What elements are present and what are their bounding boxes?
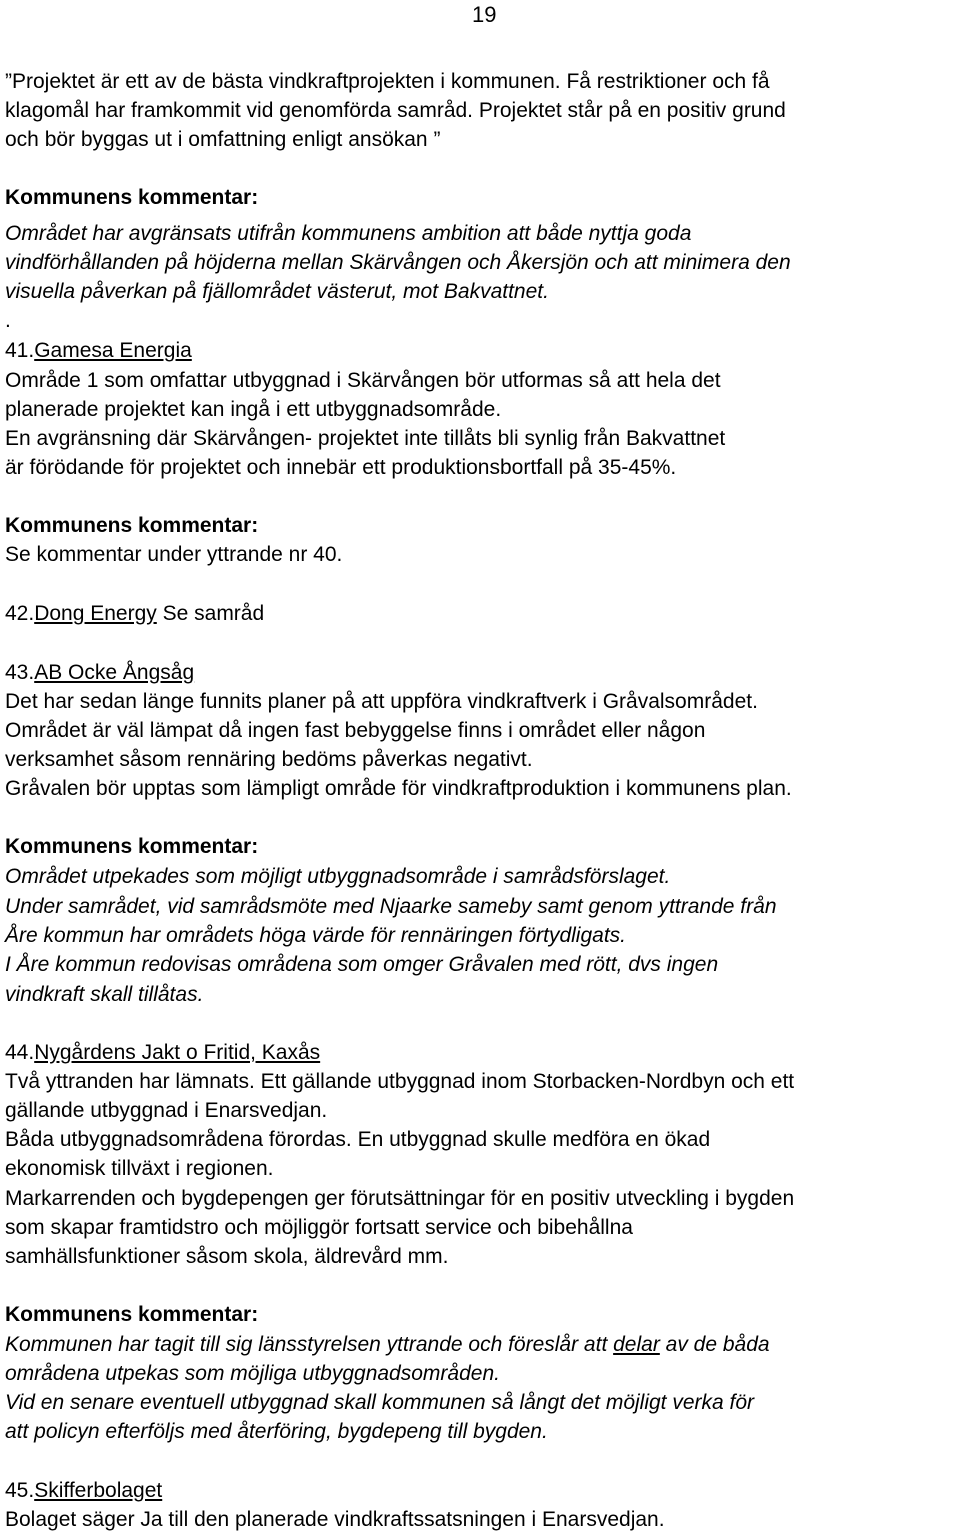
entry-text: som skapar framtidstro och möjliggör fortsatt service och bibehållna [5,1216,633,1239]
stray-dot: . [5,309,11,332]
entry-43-heading [5,658,194,687]
entry-45-heading [5,1476,162,1505]
entry-number: 43. [5,661,35,684]
entry-number: 42. [5,602,35,625]
comment-heading: Kommunens kommentar: [5,186,259,209]
entry-text: är förödande för projektet och innebär ett produktionsbortfall på 35-45%. [5,456,677,479]
entry-text: Båda utbyggnadsområdena förordas. En utbyggnad skulle medföra en ökad [5,1128,711,1151]
comment-line: Åre kommun har områdets höga värde för rennäringen förtydligats. [5,924,626,947]
entry-number: 45. [5,1479,35,1502]
comment-line: vindförhållanden på höjderna mellan Skärvången och Åkersjön och att minimera den [5,251,791,274]
comment-emphasis: delar [613,1333,660,1356]
entry-name: Gamesa Energia [34,339,192,362]
comment-line: I Åre kommun redovisas områdena som omger Gråvalen med rött, dvs ingen [5,953,719,976]
comment-text: Kommunen har tagit till sig länsstyrelsen yttrande och föreslår att [5,1333,614,1356]
entry-name: Nygårdens Jakt o Fritid, Kaxås [34,1041,321,1064]
entry-name: AB Ocke Ångsåg [34,661,195,684]
entry-text: planerade projektet kan ingå i ett utbyggnadsområde. [5,398,502,421]
entry-text: gällande utbyggnad i Enarsvedjan. [5,1099,328,1122]
entry-text: Området är väl lämpat då ingen fast bebyggelse finns i området eller någon [5,719,706,742]
comment-line [5,1330,770,1359]
entry-41-heading [5,336,192,365]
comment-text: av de båda [659,1333,770,1356]
entry-text: Markarrenden och bygdepengen ger förutsättningar för en positiv utveckling i bygden [5,1187,795,1210]
entry-text: Område 1 som omfattar utbyggnad i Skärvången bör utformas så att hela det [5,369,721,392]
comment-line: Se kommentar under yttrande nr 40. [5,543,343,566]
entry-text: En avgränsning där Skärvången- projektet inte tillåts bli synlig från Bakvattnet [5,427,726,450]
entry-text: ekonomisk tillväxt i regionen. [5,1157,274,1180]
quote-line: och bör byggas ut i omfattning enligt ansökan ” [5,128,441,151]
comment-line: visuella påverkan på fjällområdet västerut, mot Bakvattnet. [5,280,549,303]
comment-line: att policyn efterföljs med återföring, bygdepeng till bygden. [5,1420,548,1443]
entry-text: Gråvalen bör upptas som lämpligt område för vindkraftproduktion i kommunens plan. [5,777,792,800]
comment-line: Under samrådet, vid samrådsmöte med Njaarke sameby samt genom yttrande från [5,895,777,918]
comment-line: områdena utpekas som möjliga utbyggnadsområden. [5,1362,500,1385]
entry-text: Två yttranden har lämnats. Ett gällande utbyggnad inom Storbacken-Nordbyn och ett [5,1070,795,1093]
comment-line: Området utpekades som möjligt utbyggnadsområde i samrådsförslaget. [5,865,671,888]
comment-line: Vid en senare eventuell utbyggnad skall kommunen så långt det möjligt verka för [5,1391,755,1414]
entry-text: Bolaget säger Ja till den planerade vindkraftssatsningen i Enarsvedjan. [5,1508,665,1531]
comment-line: vindkraft skall tillåtas. [5,983,204,1006]
entry-inline-text: Se samråd [156,602,265,625]
entry-name: Skifferbolaget [34,1479,163,1502]
entry-number: 41. [5,339,35,362]
entry-text: verksamhet såsom rennäring bedöms påverkas negativt. [5,748,533,771]
entry-number: 44. [5,1041,35,1064]
page-number: 19 [472,2,497,27]
comment-heading: Kommunens kommentar: [5,514,259,537]
comment-line: Området har avgränsats utifrån kommunens ambition att både nyttja goda [5,222,692,245]
entry-text: Det har sedan länge funnits planer på att uppföra vindkraftverk i Gråvalsområdet. [5,690,758,713]
entry-44-heading [5,1038,320,1067]
comment-heading: Kommunens kommentar: [5,1303,259,1326]
entry-text: samhällsfunktioner såsom skola, äldrevård mm. [5,1245,449,1268]
quote-line: ”Projektet är ett av de bästa vindkraftprojekten i kommunen. Få restriktioner och få [5,70,770,93]
quote-line: klagomål har framkommit vid genomförda samråd. Projektet står på en positiv grund [5,99,786,122]
comment-heading: Kommunens kommentar: [5,835,259,858]
entry-name: Dong Energy [34,602,157,625]
entry-42-heading [5,599,264,628]
